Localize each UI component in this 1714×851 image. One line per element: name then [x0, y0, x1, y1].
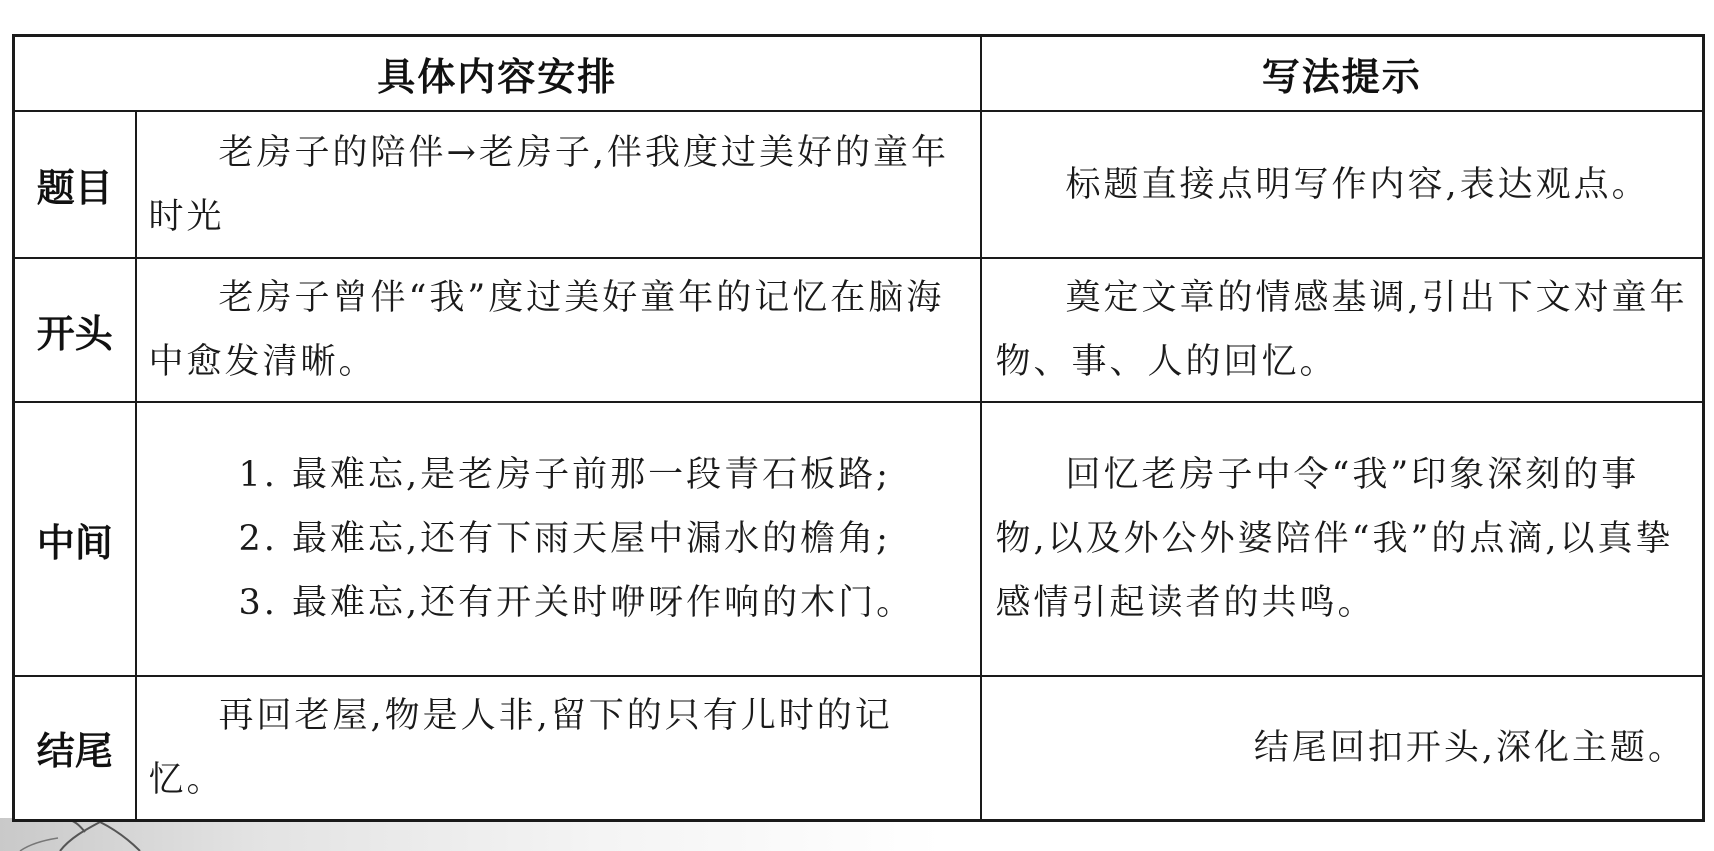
tip-cell: 奠定文章的情感基调,引出下文对童年物、事、人的回忆。	[981, 258, 1704, 402]
row-label: 中间	[14, 402, 136, 675]
tip-cell: 标题直接点明写作内容,表达观点。	[981, 111, 1704, 258]
table-row	[14, 402, 1704, 675]
content-cell: 老房子的陪伴→老房子,伴我度过美好的童年时光	[136, 111, 981, 258]
row-label: 结尾	[14, 676, 136, 821]
content-list-cell	[136, 402, 981, 675]
table-row	[14, 258, 1704, 402]
tip-cell: 结尾回扣开头,深化主题。	[981, 676, 1704, 821]
header-tips: 写法提示	[981, 36, 1704, 112]
tip-cell: 回忆老房子中令“我”印象深刻的事物,以及外公外婆陪伴“我”的点滴,以真挚感情引起读者的共鸣。	[981, 402, 1704, 675]
decorative-ink-strip	[0, 818, 1714, 851]
list-item: 2. 最难忘,还有下雨天屋中漏水的檐角;	[238, 519, 891, 560]
row-label: 开头	[14, 258, 136, 402]
writing-plan-table	[12, 34, 1705, 822]
table-row	[14, 111, 1704, 258]
content-cell: 再回老屋,物是人非,留下的只有儿时的记忆。	[136, 676, 981, 821]
content-cell: 老房子曾伴“我”度过美好童年的记忆在脑海中愈发清晰。	[136, 258, 981, 402]
list-item: 1. 最难忘,是老房子前那一段青石板路;	[238, 455, 891, 496]
header-content: 具体内容安排	[14, 36, 981, 112]
table-header-row	[14, 36, 1704, 112]
list-item: 3. 最难忘,还有开关时咿呀作响的木门。	[238, 583, 915, 624]
table-row	[14, 676, 1704, 821]
row-label: 题目	[14, 111, 136, 258]
ink-branch-icon	[0, 818, 260, 851]
